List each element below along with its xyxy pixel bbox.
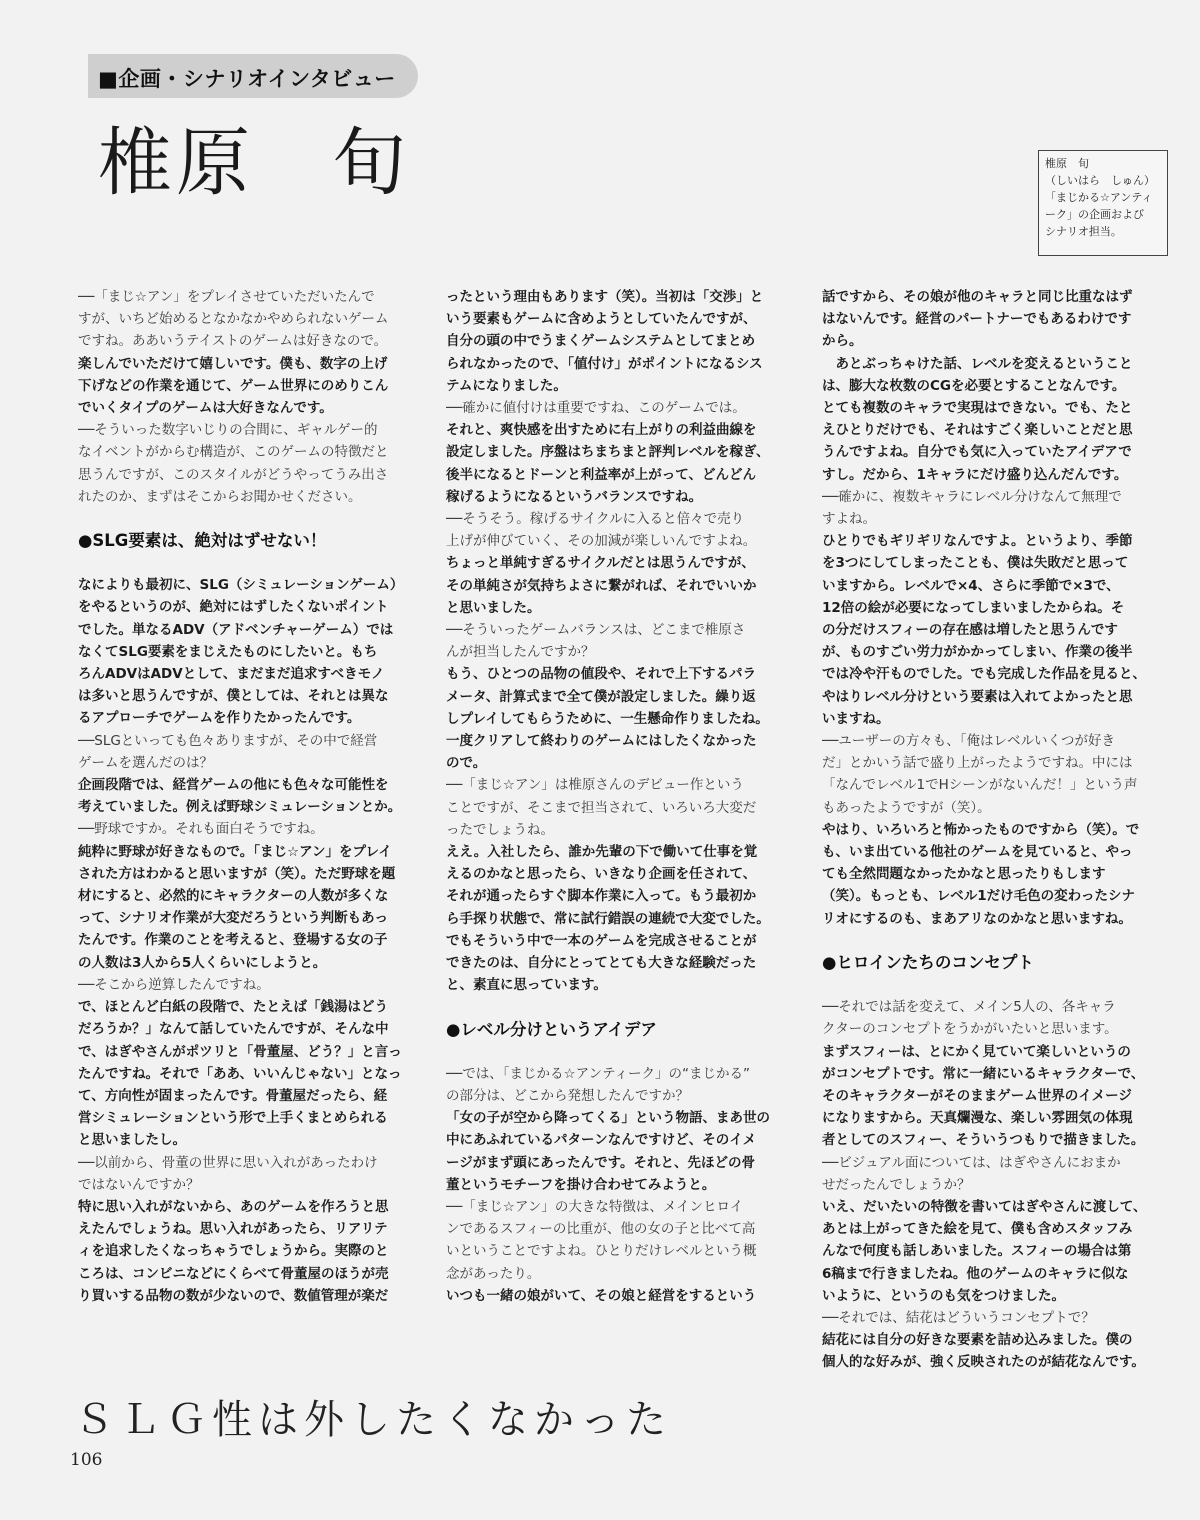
answer-line: いつも一緒の娘がいて、その娘と経営をするという [446, 1287, 757, 1304]
answer-line: 個人的な好みが、強く反映されたのが結花なんです。 [822, 1354, 1145, 1371]
answer-line: はないんです。経営のパートナーでもあるわけです [822, 311, 1132, 328]
interviewer-line: もあったようですが（笑）。 [822, 799, 991, 816]
answer-line: なくてSLG要素をまじえたものにしたいと。もち [78, 643, 378, 660]
answer-line: の分だけスフィーの存在感は増したと思うんです [822, 622, 1118, 639]
answer-line: で、ほとんど白紙の段階で、たとえば「銭湯はどう [78, 999, 388, 1016]
answer-line: て、方向性が固まったんです。骨董屋だったら、経 [78, 1087, 388, 1104]
answer-line: 自分の頭の中でうまくゲームシステムとしてまとめ [446, 333, 756, 350]
answer-line: になりますから。天真爛漫な、楽しい雰囲気の体現 [822, 1110, 1133, 1127]
section-heading: ●SLG要素は、絶対はずせない！ [78, 531, 327, 551]
answer-line: 営シミュレーションという形で上手くまとめられる [78, 1110, 388, 1127]
answer-line: 話ですから、その娘が他のキャラと同じ比重なはず [822, 289, 1133, 305]
answer-line: ろんADVはADVとして、まだまだ追求すべきモノ [78, 666, 385, 683]
interviewer-line: 上げが伸びていく、その加減が楽しいんですよね。 [446, 533, 757, 550]
answer-line: られなかったので、「値付け」がポイントになるシス [446, 355, 763, 372]
answer-line: うんですよね。自分でも気に入っていたアイデアで [822, 444, 1132, 461]
answer-line: えるのかなと思ったら、いきなり企画を任されて、 [446, 866, 757, 883]
answer-line: しプレイしてもらうために、一生懸命作りましたね。 [446, 710, 769, 727]
interviewer-line: 念があったり。 [446, 1265, 541, 1282]
answer-line: と思いましたし。 [78, 1132, 186, 1149]
answer-line: いますから。レベルで×4、さらに季節で×3で、 [822, 577, 1120, 594]
answer-line: 中にあふれているパターンなんですけど、そのイメ [446, 1132, 757, 1149]
text-column-3 [822, 286, 1170, 1374]
section-label-tab [88, 54, 418, 98]
interviewer-line: ──確かに、複数キャラにレベル分けなんて無理で [822, 488, 1122, 505]
interviewer-line: ったでしょうね。 [446, 821, 554, 838]
interviewer-line: すが、いちど始めるとなかなかやめられないゲーム [78, 311, 389, 328]
answer-line: できたのは、自分にとってとても大きな経験だった [446, 955, 757, 972]
answer-line: 12倍の絵が必要になってしまいましたからね。そ [822, 599, 1125, 616]
interviewee-name: 椎原 旬 [98, 120, 410, 206]
text-column-1 [78, 286, 424, 1307]
profile-line: （しいはら しゅん） [1045, 174, 1155, 187]
answer-line: もう、ひとつの品物の値段や、それで上下するパラ [446, 666, 756, 683]
interviewer-line: ンであるスフィーの比重が、他の女の子と比べて高 [446, 1221, 756, 1238]
answer-line: でした。単なるADV（アドベンチャーゲーム）では [78, 621, 394, 638]
answer-line: でいくタイプのゲームは大好きなんです。 [78, 400, 333, 417]
profile-line: 「まじかる☆アンティ [1045, 191, 1153, 204]
paragraph-spacer [78, 508, 424, 530]
answer-line: たんですね。それで「ああ、いいんじゃない」となっ [78, 1065, 402, 1082]
pull-quote-caption: ＳＬＧ性は外したくなかった [74, 1397, 672, 1443]
interviewer-line: すよね。 [822, 511, 876, 528]
paragraph-spacer [446, 997, 794, 1019]
answer-line: いう要素もゲームに含めようとしていたんですが、 [446, 311, 757, 328]
section-label: ■企画・シナリオインタビュー [98, 67, 396, 91]
answer-line: で、はぎやさんがポツリと「骨董屋、どう？」と言っ [78, 1043, 402, 1060]
page-number: 106 [70, 1450, 103, 1470]
interviewer-line: ──そこから逆算したんですね。 [78, 976, 270, 993]
text-column-2 [446, 286, 794, 1307]
answer-line: いえ、だいたいの特徴を書いてはぎやさんに渡して、 [822, 1198, 1147, 1215]
answer-line: から。 [822, 333, 863, 350]
interviewer-line: いということですよね。ひとりだけレベルという概 [446, 1243, 757, 1260]
answer-line: り買いする品物の数が少ないので、数値管理が楽だ [78, 1287, 389, 1304]
answer-line: と思いました。 [446, 599, 541, 616]
paragraph-spacer [822, 930, 1170, 952]
interviewer-line: ことですが、そこまで担当されて、いろいろ大変だ [446, 799, 757, 816]
answer-line: あとぶっちゃけた話、レベルを変えるということ [822, 355, 1133, 372]
answer-line: やはりレベル分けという要素は入れてよかったと思 [822, 688, 1133, 705]
answer-line: 楽しんでいただけて嬉しいです。僕も、数字の上げ [78, 355, 388, 372]
answer-line: ら手探り状態で、常に試行錯誤の連続で大変でした。 [446, 910, 770, 927]
answer-line: るアプローチでゲームを作りたかったんです。 [78, 710, 361, 727]
interviewer-line: れたのか、まずはそこからお聞かせください。 [78, 488, 362, 505]
profile-line: シナリオ担当。 [1045, 225, 1122, 238]
interviewer-line: ──ユーザーの方々も、「俺はレベルいくつが好き [822, 733, 1116, 750]
answer-line: された方はわかると思いますが（笑）。ただ野球を題 [78, 865, 396, 882]
interviewer-line: んが担当したんですか？ [446, 644, 595, 661]
interviewer-line: ──そういったゲームバランスは、どこまで椎原さ [446, 622, 746, 639]
interviewer-line: ──それでは、結花はどういうコンセプトで？ [822, 1309, 1095, 1326]
interviewer-line: ではないんですか？ [78, 1176, 200, 1193]
answer-line: 者としてのスフィー、そういうつもりで描きました。 [822, 1132, 1145, 1149]
interviewer-line: ──では、「まじかる☆アンティーク」の“まじかる” [446, 1065, 750, 1082]
interviewer-line: 「なんでレベル1でHシーンがないんだ！」という声 [822, 777, 1138, 794]
interviewer-line: ですね。ああいうテイストのゲームは好きなので。 [78, 333, 388, 350]
section-heading: ●ヒロインたちのコンセプト [822, 952, 1034, 972]
interviewer-line: ──「まじ☆アン」をプレイさせていただいたんで [78, 289, 375, 305]
answer-line: 特に思い入れがないから、あのゲームを作ろうと思 [78, 1198, 389, 1215]
answer-line: その単純さが気持ちよさに繋がれば、それでいいか [446, 577, 757, 594]
interviewer-line: ──「まじ☆アン」の大きな特徴は、メインヒロイ [446, 1198, 744, 1215]
answer-line: がコンセプトです。常に一緒にいるキャラクターで、 [822, 1065, 1145, 1082]
answer-line: を3つにしてしまったことも、僕は失敗だと思って [822, 555, 1129, 572]
interviewer-line: ──野球ですか。それも面白そうですね。 [78, 821, 324, 838]
answer-line: って、シナリオ作業が大変だろうという判断もあっ [78, 910, 388, 927]
profile-line: 椎原 旬 [1045, 157, 1089, 170]
answer-line: ージがまず頭にあったんです。それと、先ほどの骨 [446, 1154, 756, 1171]
answer-line: えたんでしょうね。思い入れがあったら、リアリテ [78, 1221, 388, 1238]
answer-line: んなで何度も話しあいました。スフィーの場合は第 [822, 1243, 1132, 1260]
answer-line: ても全然問題なかったかなと思ったりもします [822, 866, 1106, 883]
answer-line: リオにするのも、まあアリなのかなと思いますね。 [822, 910, 1132, 927]
answer-line: 「女の子が空から降ってくる」という物語、まあ世の [446, 1110, 770, 1127]
answer-line: 設定しました。序盤はちまちまと評判レベルを稼ぎ、 [446, 444, 770, 461]
answer-line: いように、というのも気をつけました。 [822, 1287, 1065, 1304]
interviewer-line: ──SLGといっても色々ありますが、その中で経営 [78, 732, 378, 749]
answer-line: メータ、計算式まで全て僕が設定しました。繰り返 [446, 688, 756, 705]
profile-line: ーク」の企画および [1045, 208, 1144, 221]
answer-line: では冷や汗ものでした。でも完成した作品を見ると、 [822, 666, 1146, 683]
answer-line: まずスフィーは、とにかく見ていて楽しいというの [822, 1043, 1131, 1060]
answer-line: そのキャラクターがそのままゲーム世界のイメージ [822, 1087, 1132, 1104]
answer-line: それが通ったらすぐ脚本作業に入って。もう最初か [446, 888, 757, 905]
answer-line: だろうか？」なんて話していたんですが、そんな中 [78, 1021, 389, 1038]
interviewer-line: ──以前から、骨董の世界に思い入れがあったわけ [78, 1154, 378, 1171]
answer-line: なによりも最初に、SLG（シミュレーションゲーム） [78, 577, 404, 594]
answer-line: 下げなどの作業を通じて、ゲーム世界にのめりこん [78, 377, 389, 394]
answer-line: が、ものすごい労力がかかってしまい、作業の後半 [822, 644, 1133, 661]
interviewer-line: ──そうそう。稼げるサイクルに入ると倍々で売り [446, 511, 745, 528]
answer-line: ったという理由もあります（笑）。当初は「交渉」と [446, 289, 764, 305]
answer-line: （笑）。もっとも、レベル1だけ毛色の変わったシナ [822, 888, 1136, 905]
answer-line: と、素直に思っています。 [446, 977, 607, 994]
answer-line: でもそういう中で一本のゲームを完成させることが [446, 932, 757, 949]
answer-line: 後半になるとドーンと利益率が上がって、どんどん [446, 466, 756, 483]
answer-line: ひとりでもギリギリなんですよ。というより、季節 [822, 533, 1133, 550]
answer-line: 考えていました。例えば野球シミュレーションとか。 [78, 799, 402, 816]
paragraph-spacer [822, 974, 1170, 996]
answer-line: 企画段階では、経営ゲームの他にも色々な可能性を [78, 777, 389, 794]
interviewer-line: ──そういった数字いじりの合間に、ギャルゲー的 [78, 422, 378, 439]
answer-line: も、いま出ている他社のゲームを見ていると、やっ [822, 844, 1133, 861]
answer-line: ころは、コンビニなどにくらべて骨董屋のほうが売 [78, 1265, 389, 1282]
answer-line: をやるというのが、絶対にはずしたくないポイント [78, 599, 389, 616]
answer-line: すし。だから、1キャラにだけ盛り込んだんです。 [822, 466, 1128, 483]
answer-line: 純粋に野球が好きなもので。「まじ☆アン」をプレイ [78, 843, 392, 860]
interviewer-line: クターのコンセプトをうかがいたいと思います。 [822, 1021, 1118, 1038]
profile-box [1038, 150, 1168, 256]
answer-line: は、膨大な枚数のCGを必要とすることなんです。 [822, 377, 1126, 394]
answer-line: 董というモチーフを掛け合わせてみようと。 [446, 1176, 716, 1193]
section-heading: ●レベル分けというアイデア [446, 1019, 657, 1039]
answer-line: たんです。作業のことを考えると、登場する女の子 [78, 932, 388, 949]
interviewer-line: の部分は、どこから発想したんですか？ [446, 1087, 689, 1104]
interviewer-line: ──ビジュアル面については、はぎやさんにおまか [822, 1154, 1121, 1171]
interviewer-line: なイベントがからむ構造が、このゲームの特徴だと [78, 444, 389, 461]
interviewer-line: ──それでは話を変えて、メイン5人の、各キャラ [822, 999, 1116, 1016]
interviewer-line: せだったんでしょうか？ [822, 1176, 971, 1193]
answer-line: テムになりました。 [446, 377, 567, 394]
interviewer-line: 思うんですが、このスタイルがどうやってうみ出さ [78, 466, 389, 483]
answer-line: いますね。 [822, 710, 890, 727]
paragraph-spacer [78, 552, 424, 574]
answer-line: とても複数のキャラで実現はできない。でも、たと [822, 400, 1133, 417]
answer-line: それと、爽快感を出すために右上がりの利益曲線を [446, 422, 757, 439]
answer-line: 一度クリアして終わりのゲームにはしたくなかった [446, 733, 757, 750]
answer-line: は多いと思うんですが、僕としては、それとは異な [78, 688, 389, 705]
answer-line: やはり、いろいろと怖かったものですから（笑）。で [822, 821, 1140, 838]
answer-line: 稼げるようになるというバランスですね。 [446, 488, 703, 505]
answer-line: あとは上がってきた絵を見て、僕も含めスタッフみ [822, 1221, 1133, 1238]
answer-line: の人数は3人から5人くらいにしようと。 [78, 954, 327, 971]
answer-line: えひとりだけでも、それはすごく楽しいことだと思 [822, 422, 1133, 439]
interviewer-line: だ」とかいう話で盛り上がったようですね。中には [822, 755, 1133, 772]
answer-line: ちょっと単純すぎるサイクルだとは思うんですが、 [446, 555, 755, 572]
answer-line: ので。 [446, 755, 487, 772]
interviewer-line: ──確かに値付けは重要ですね、このゲームでは。 [446, 400, 746, 417]
answer-line: 材にすると、必然的にキャラクターの人数が多くな [78, 888, 389, 905]
answer-line: ええ。入社したら、誰か先輩の下で働いて仕事を覚 [446, 844, 758, 861]
paragraph-spacer [446, 1041, 794, 1063]
answer-line: 6稿まで行きましたね。他のゲームのキャラに似な [822, 1265, 1129, 1282]
interviewer-line: ゲームを選んだのは？ [78, 754, 213, 771]
answer-line: ィを追求したくなっちゃうでしょうから。実際のと [78, 1243, 389, 1260]
answer-line: 結花には自分の好きな要素を詰め込みました。僕の [822, 1332, 1133, 1349]
interviewer-line: ──「まじ☆アン」は椎原さんのデビュー作という [446, 777, 744, 794]
